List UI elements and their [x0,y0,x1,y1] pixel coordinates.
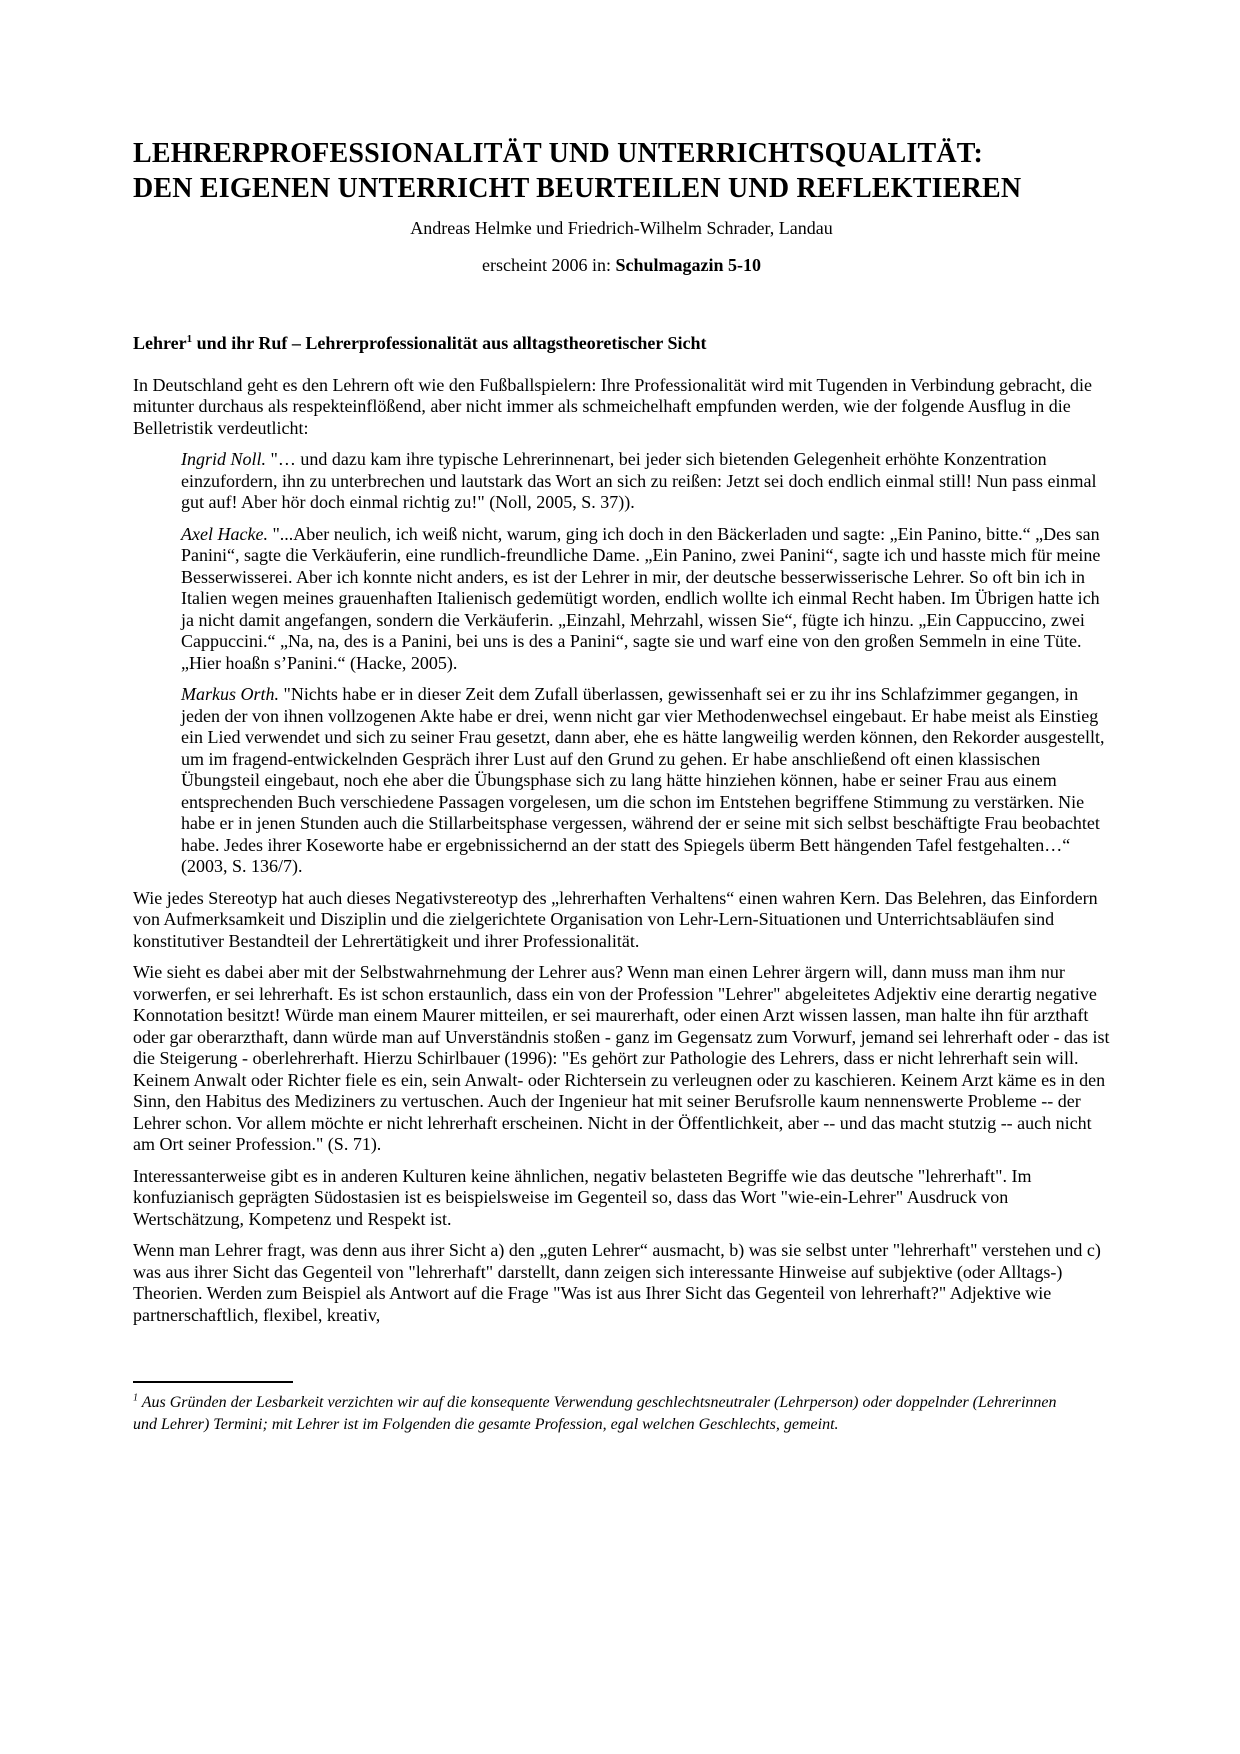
blockquote-hacke [181,524,1110,675]
publication-prefix: erscheint 2006 in: [482,254,611,275]
paragraph-kulturen: Interessanterweise gibt es in anderen Kulturen keine ähnlichen, negativ belasteten Begriffe wie das deutsche "lehrerhaft". Im konfuzianisch geprägten Südostasien ist es beispielsweise im Gegenteil so, dass das Wort "wie-ein-Lehrer" Ausdruck von Wertschätzung, Kompetenz und Respekt ist. [133,1165,1032,1229]
publication-line [133,255,1110,277]
quote-author: Markus Orth. [181,684,279,704]
document-title [133,136,1110,206]
authors-line: Andreas Helmke und Friedrich-Wilhelm Schrader, Landau [410,218,833,238]
quote-text: "Nichts habe er in dieser Zeit dem Zufall überlassen, gewissenhaft sei er zu ihr ins Schlafzimmer gegangen, in jeden der von ihnen vollzogenen Akte habe er drei, wenn nicht gar vier Methodenwechsel eingebaut. Er habe meist als Einstieg ein Lied verwendet und sich zu seiner Frau gesetzt, dann aber, ehe es hätte langweilig werden können, den Rekorder ausgestellt, um im fragend-entwickelnden Gespräch ihrer Lust auf den Grund zu gehen. Er habe anschließend oft einen klassischen Übungsteil eingebaut, noch ehe aber die Übungsphase sich zu lang hätte hinziehen können, habe er seiner Frau aus einem entsprechenden Buch verschiedene Passagen vorgelesen, um die schon im Entstehen begriffene Stimmung zu verstärken. Nie habe er in jenen Stunden auch die Stillarbeitsphase vergessen, während der er seine mit sich selbst beschäftigte Frau beobachtet habe. Jedes ihrer Koseworte habe er ergebnissichernd an der statt des Spiegels überm Bett hängenden Tafel festgehalten…“ (2003, S. 136/7). [181,684,1105,876]
section-heading [133,333,1110,355]
section-heading-text-rest: und ihr Ruf – Lehrerprofessionalität aus alltagstheoretischer Sicht [192,333,707,353]
blockquote-orth [181,684,1110,878]
footnote [133,1392,1078,1435]
quote-text: "...Aber neulich, ich weiß nicht, warum, ging ich doch in den Bäckerladen und sagte: „Ein Panino, bitte.“ „Des san Panini“, sagte die Verkäuferin, eine rundlich-freundliche Dame. „Ein Panino, zwei Panini“, sagte ich und hasste mich für meine Besserwisserei. Aber ich konnte nicht anders, es ist der Lehrer in mir, der deutsche besserwisserische Lehrer. So oft bin ich in Italien wegen meines grauenhaften Italienisch gedemütigt worden, endlich wollte ich einmal Recht haben. Im Übrigen hatte ich ja nicht damit angefangen, sondern die Verkäuferin. „Einzahl, Mehrzahl, wissen Sie“, fügte ich hinzu. „Ein Cappuccino, zwei Cappuccini.“ „Na, na, des is a Panini, bei uns is des a Panini“, sagte sie und warf eine von den großen Semmeln in eine Tüte. „Hier hoaßn s’Panini.“ (Hacke, 2005). [181,523,1101,673]
paragraph-befragung: Wenn man Lehrer fragt, was denn aus ihrer Sicht a) den „guten Lehrer“ ausmacht, b) was sie selbst unter "lehrerhaft" verstehen und c) was aus ihrer Sicht das Gegenteil von "lehrerhaft" darstellt, dann zeigen sich interessante Hinweise auf subjektive (oder Alltags-) Theorien. Werden zum Beispiel als Antwort auf die Frage "Was ist aus Ihrer Sicht das Gegenteil von lehrerhaft?" Adjektive wie partnerschaftlich, flexibel, kreativ, [133,1240,1101,1325]
footnote-reference: 1 [186,333,193,345]
blockquote-noll [181,449,1110,514]
footnote-text: Aus Gründen der Lesbarkeit verzichten wir auf die konsequente Verwendung geschlechtsneutraler (Lehrperson) oder doppelnder (Lehrerinnen und Lehrer) Termini; mit Lehrer ist im Folgenden die gesamte Profession, egal welchen Geschlechts, gemeint. [133,1394,1057,1433]
quote-author: Ingrid Noll. [181,449,267,469]
document-title-line2: DEN EIGENEN UNTERRICHT BEURTEILEN UND REFLEKTIEREN [133,173,1022,204]
section-heading-text: Lehrer [133,333,187,353]
footnote-separator [133,1381,293,1383]
footnote-marker: 1 [133,1392,138,1404]
document-title-line1: LEHRERPROFESSIONALITÄT UND UNTERRICHTSQUALITÄT: [133,138,984,169]
paragraph-intro: In Deutschland geht es den Lehrern oft wie den Fußballspielern: Ihre Professionalität wird mit Tugenden in Verbindung gebracht, die mitunter durchaus als respekteinflößend, aber nicht immer als schmeichelhaft empfunden werden, wie der folgende Ausflug in die Belletristik verdeutlicht: [133,374,1092,438]
paragraph-stereotype: Wie jedes Stereotyp hat auch dieses Negativstereotyp des „lehrerhaften Verhaltens“ einen wahren Kern. Das Belehren, das Einfordern von Aufmerksamkeit und Disziplin und die zielgerichtete Organisation von Lehr-Lern-Situationen und Unterrichtsabläufen sind konstitutiver Bestandteil der Lehrertätigkeit und ihrer Professionalität. [133,887,1098,951]
quote-author: Axel Hacke. [181,523,268,544]
quote-text: "… und dazu kam ihre typische Lehrerinnenart, bei jeder sich bietenden Gelegenheit erhöhte Konzentration einzufordern, ihn zu unterbrechen und lautstark das Wort an sich zu reißen: Jetzt sei doch endlich einmal still! Nun pass einmal gut auf! Aber hör doch einmal richtig zu!" (Noll, 2005, S. 37)). [181,449,1097,512]
publication-name: Schulmagazin 5-10 [615,254,761,275]
paragraph-selbstwahrnehmung: Wie sieht es dabei aber mit der Selbstwahrnehmung der Lehrer aus? Wenn man einen Lehrer ärgern will, dann muss man ihm nur vorwerfen, er sei lehrerhaft. Es ist schon erstaunlich, dass ein von der Profession "Lehrer" abgeleitetes Adjektiv eine derartig negative Konnotation besitzt! Würde man einem Maurer mitteilen, er sei maurerhaft, oder einen Arzt wissen lassen, man halte ihn für arzthaft oder gar oberarzthaft, dann würde man auf Unverständnis stoßen - ganz im Gegensatz zum Vorwurf, jemand sei lehrerhaft oder - das ist die Steigerung - oberlehrerhaft. Hierzu Schirlbauer (1996): "Es gehört zur Pathologie des Lehrers, dass er nicht lehrerhaft sein will. Keinem Anwalt oder Richter fiele es ein, sein Anwalt- oder Richtersein zu verleugnen oder zu kaschieren. Keinem Arzt käme es in den Sinn, den Habitus des Mediziners zu vertuschen. Auch der Ingenieur hat mit seiner Berufsrolle kaum nennenswerte Probleme -- der Lehrer schon. Vor allem möchte er nicht lehrerhaft erscheinen. Nicht in der Öffentlichkeit, aber -- und das macht stutzig -- auch nicht am Ort seiner Profession." (S. 71). [133,962,1110,1154]
